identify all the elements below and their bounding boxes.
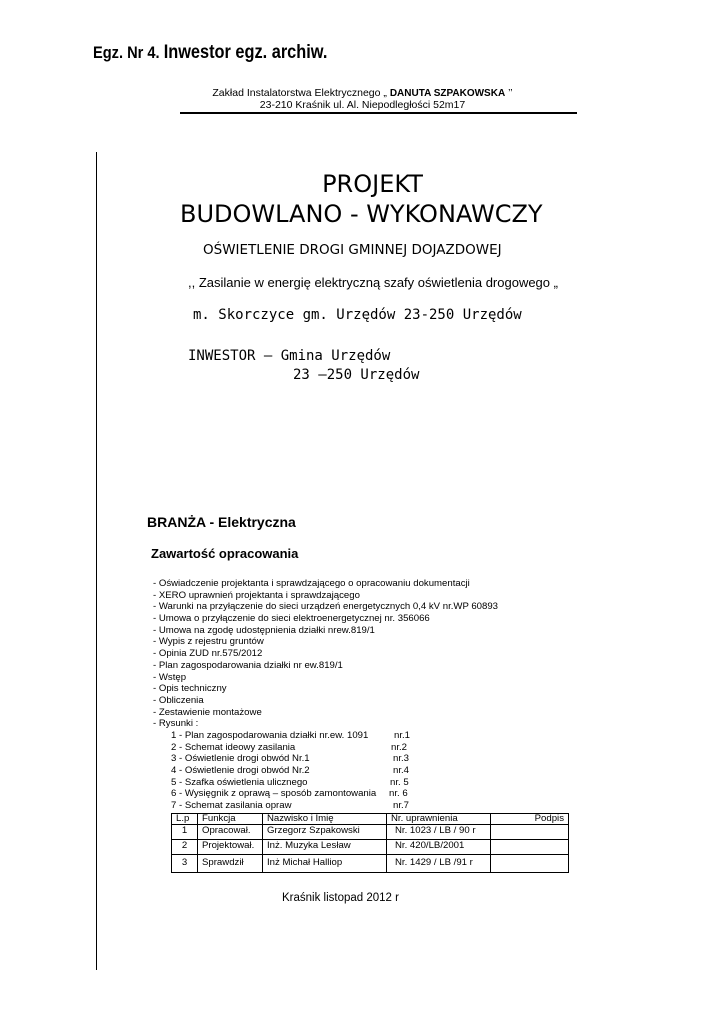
cell-name: Inż Michał Halliop [263,855,387,873]
drawing-item [153,800,498,812]
cell-lp: 1 [172,825,198,840]
drawing-number: nr.4 [393,765,410,776]
project-location: m. Skorczyce gm. Urzędów 23-250 Urzędów [193,307,522,323]
cell-function: Projektował. [198,840,263,855]
drawing-item [153,777,498,789]
header-rule [180,112,577,114]
contents-item: - Zestawienie montażowe [153,706,262,718]
cell-lp: 3 [172,855,198,873]
contents-item: - Opinia ZUD nr.575/2012 [153,648,263,660]
drawing-item [153,730,498,742]
copy-note [93,42,327,64]
firm-name: DANUTA SZPAKOWSKA [389,88,506,99]
cell-license: Nr. 420/LB/2001 [387,840,491,855]
cell-signature [491,825,569,840]
header-cell-license: Nr. uprawnienia [387,814,491,825]
header-cell-function: Funkcja [198,814,263,825]
header-cell-signature: Podpis [491,814,569,825]
project-scope: ,, Zasilanie w energię elektryczną szafy oświetlenia drogowego „ [188,275,558,290]
copy-label: Egz. Nr 4. [93,43,160,62]
contents-item: - Plan zagospodarowania działki nr ew.819/1 [153,659,343,671]
firm-suffix: ’’ [508,87,513,99]
drawing-item [153,765,498,777]
contents-item: - Umowa na zgodę udostępnienia działki nrew.819/1 [153,624,375,636]
project-subtitle: OŚWIETLENIE DROGI GMINNEJ DOJAZDOWEJ [203,242,502,258]
header-cell-name: Nazwisko i Imię [263,814,387,825]
cell-function: Sprawdził [198,855,263,873]
drawing-label: 2 - Schemat ideowy zasilania [171,741,296,753]
drawing-number: nr. 6 [389,788,408,800]
drawing-item [153,753,498,765]
cell-signature [491,855,569,873]
copy-target: Inwestor egz. archiw. [163,42,328,63]
contents-item: - Umowa o przyłączenie do sieci elektroenergetycznej nr. 356066 [153,613,430,625]
contents-item: - Warunki na przyłączenie do sieci urządzeń energetycznych 0,4 kV nr.WP 60893 [153,601,499,613]
drawing-item [153,742,498,754]
cell-name: Inż. Muzyka Lesław [263,840,387,855]
title-line-2: BUDOWLANO - WYKONAWCZY [180,200,543,228]
header-cell-lp: L.p [172,814,198,825]
drawing-label: 5 - Szafka oświetlenia ulicznego [171,776,308,788]
table-row [172,840,569,855]
place-date: Kraśnik listopad 2012 r [282,892,399,904]
drawing-label: 7 - Schemat zasilania opraw [171,800,292,812]
drawing-number: nr.1 [394,729,411,741]
contents-item: - Wstęp [153,671,187,683]
cell-lp: 2 [172,840,198,855]
contents-item: - Oświadczenie projektanta i sprawdzającego o opracowaniu dokumentacji [153,578,470,589]
cell-name: Grzegorz Szpakowski [263,825,387,840]
table-row [172,855,569,873]
drawing-item [153,788,498,800]
contents-item: - Obliczenia [153,694,204,706]
cell-license: Nr. 1023 / LB / 90 r [387,825,491,840]
drawing-number: nr.3 [393,753,410,765]
drawing-label: 1 - Plan zagospodarowania działki nr.ew. 1091 [171,729,369,741]
drawing-label: 6 - Wysięgnik z oprawą – sposób zamontowania [171,788,377,800]
staff-table [171,813,569,873]
contents-item: - XERO uprawnień projektanta i sprawdzającego [153,589,360,601]
table-row [172,825,569,840]
staff-table-header [172,814,569,825]
contents-list [153,578,498,812]
cell-license: Nr. 1429 / LB /91 r [387,855,491,873]
investor-line-2: 23 –250 Urzędów [293,367,420,383]
contents-heading: Zawartość opracowania [151,546,299,561]
firm-line [0,87,725,99]
drawing-number: nr.2 [391,741,408,753]
drawing-number: nr. 5 [390,776,409,788]
drawing-number: nr.7 [393,800,410,812]
cell-function: Opracował. [198,825,263,840]
contents-item: - Opis techniczny [153,683,227,695]
branch-heading: BRANŻA - Elektryczna [147,514,296,530]
contents-item: - Rysunki : [153,718,199,730]
cell-signature [491,840,569,855]
contents-item: - Wypis z rejestru gruntów [153,636,264,648]
firm-address: 23-210 Kraśnik ul. Al. Niepodległości 52m17 [259,99,466,111]
investor-line-1: INWESTOR – Gmina Urzędów [188,348,391,364]
margin-rule [96,152,97,970]
drawing-label: 4 - Oświetlenie drogi obwód Nr.2 [171,765,310,776]
firm-prefix: Zakład Instalatorstwa Elektrycznego „ [212,87,387,99]
drawing-label: 3 - Oświetlenie drogi obwód Nr.1 [171,753,310,765]
title-line-1: PROJEKT [322,170,423,198]
